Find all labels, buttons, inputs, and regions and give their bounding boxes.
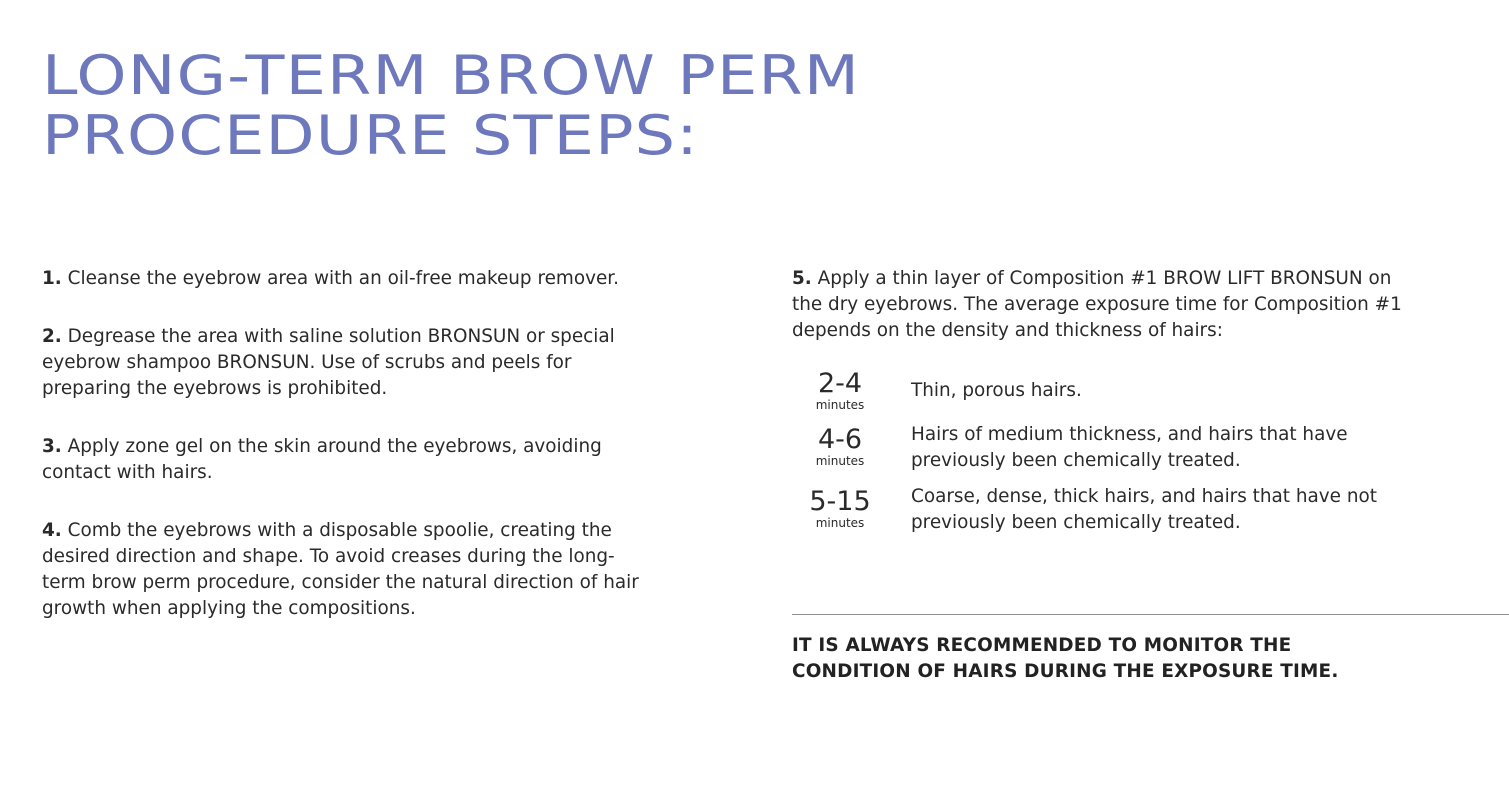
exposure-time-row <box>792 426 1509 474</box>
step-2-number: 2. <box>42 326 62 347</box>
step-4 <box>42 518 642 622</box>
step-4-text: Comb the eyebrows with a disposable spoolie, creating the desired direction and shape. To avoid creases during the long-term brow perm procedure, consider the natural direction of hair growth when applying the compositions. <box>42 520 639 619</box>
step-1 <box>42 266 642 292</box>
exposure-time-description: Hairs of medium thickness, and hairs that have previously been chemically treated. <box>911 424 1348 471</box>
exposure-time-badge <box>792 370 888 412</box>
step-3-number: 3. <box>42 436 62 457</box>
page-title-line-2: PROCEDURE STEPS: <box>42 104 699 167</box>
recommendation-note: IT IS ALWAYS RECOMMENDED TO MONITOR THE CONDITION OF HAIRS DURING THE EXPOSURE TIME. <box>792 635 1339 682</box>
exposure-time-description: Coarse, dense, thick hairs, and hairs that have not previously been chemically treated. <box>911 486 1377 533</box>
step-4-number: 4. <box>42 520 62 541</box>
step-2-text: Degrease the area with saline solution BRONSUN or special eyebrow shampoo BRONSUN. Use of scrubs and peels for preparing the eyebrows is prohibited. <box>42 326 615 399</box>
page-title-line-1: LONG-TERM BROW PERM <box>42 44 861 107</box>
step-3-text: Apply zone gel on the skin around the eyebrows, avoiding contact with hairs. <box>42 436 602 483</box>
exposure-time-row <box>792 370 1509 412</box>
step-3 <box>42 434 642 486</box>
step-5-number: 5. <box>792 268 812 289</box>
exposure-time-unit: minutes <box>815 398 865 412</box>
section-divider <box>792 614 1509 615</box>
step-2 <box>42 324 642 402</box>
page-title <box>42 46 860 166</box>
exposure-time-row <box>792 488 1509 536</box>
steps-right-column <box>792 266 1509 536</box>
exposure-time-list <box>792 370 1509 536</box>
exposure-time-badge <box>792 488 888 530</box>
exposure-time-value: 5-15 <box>809 486 871 517</box>
exposure-time-unit: minutes <box>815 516 865 530</box>
exposure-time-badge <box>792 426 888 468</box>
step-5 <box>792 266 1402 344</box>
step-1-text: Cleanse the eyebrow area with an oil-free makeup remover. <box>61 268 620 289</box>
exposure-time-value: 2-4 <box>817 368 863 399</box>
step-1-number: 1. <box>42 268 62 289</box>
exposure-time-unit: minutes <box>815 454 865 468</box>
step-5-text: Apply a thin layer of Composition #1 BROW LIFT BRONSUN on the dry eyebrows. The average exposure time for Composition #1 depends on the density and thickness of hairs: <box>792 268 1402 341</box>
exposure-time-description: Thin, porous hairs. <box>911 380 1082 401</box>
steps-left-column <box>42 266 672 622</box>
exposure-time-value: 4-6 <box>817 424 863 455</box>
